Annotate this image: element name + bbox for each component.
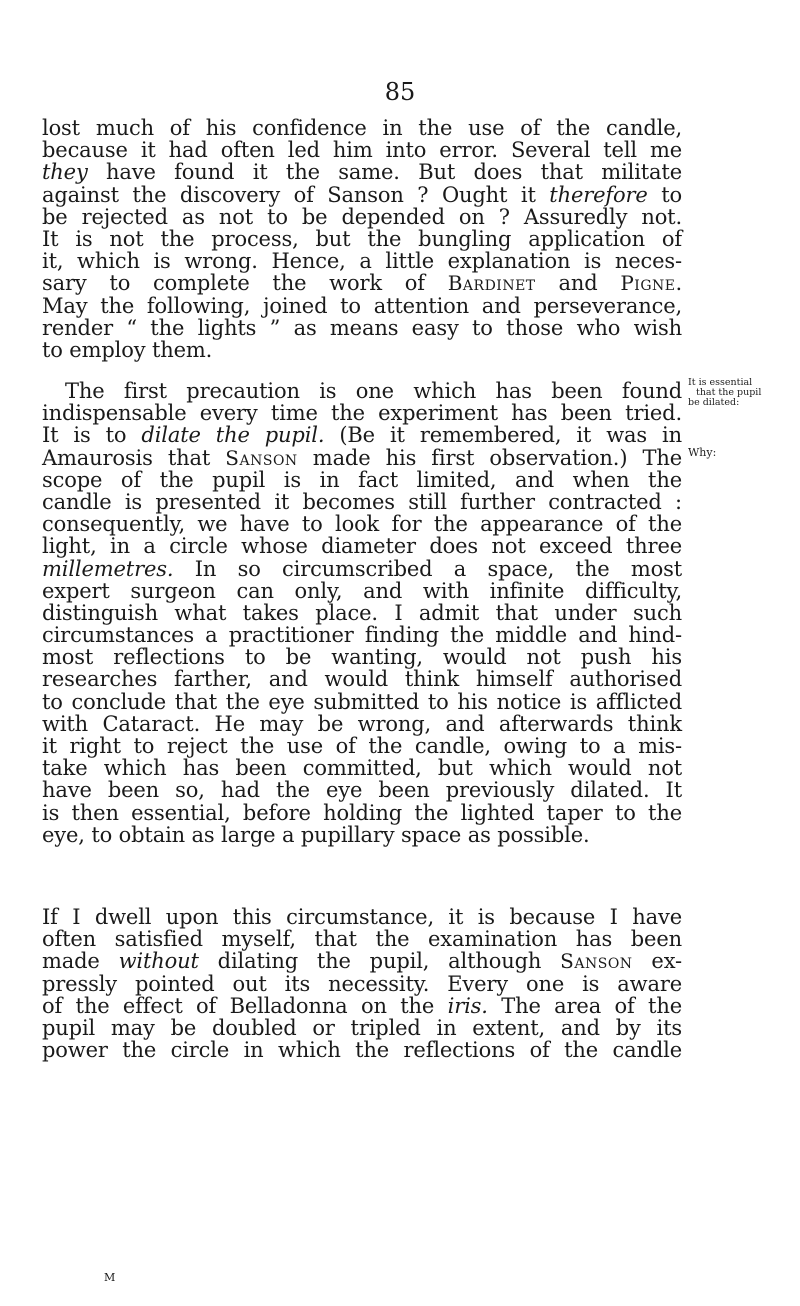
text-line	[42, 668, 682, 690]
text-line	[42, 535, 682, 557]
text-line	[42, 447, 682, 469]
text-run: it, which is wrong. Hence, a little explanation is neces-	[42, 249, 682, 274]
text-run: of the effect of Belladonna on the	[42, 993, 448, 1018]
text-line	[42, 580, 682, 602]
text-line	[42, 802, 682, 824]
italic-text: they	[42, 160, 88, 185]
text-line	[42, 117, 682, 139]
text-run: light, in a circle whose diameter does not exceed three	[42, 534, 682, 559]
text-run: In so circumscribed a space, the most	[173, 556, 682, 581]
italic-text: dilate the pupil.	[141, 423, 325, 448]
text-run: It is to	[42, 423, 142, 448]
text-line	[42, 973, 682, 995]
text-line	[42, 272, 682, 294]
text-run: Amaurosis that	[42, 445, 226, 470]
text-run: The area of the	[487, 993, 682, 1018]
margin-note-essential	[688, 378, 761, 408]
text-run: render “ the lights ” as means easy to those who wish	[42, 315, 682, 340]
text-run: with Cataract. He may be wrong, and afterwards think	[42, 711, 682, 736]
text-line	[42, 713, 682, 735]
text-run: scope of the pupil is in fact limited, and when the	[42, 467, 682, 492]
text-line	[42, 691, 682, 713]
small-caps-name: Sanson	[225, 445, 298, 470]
text-run: sary to complete the work of	[42, 271, 448, 296]
text-run: It is not the process, but the bungling application of	[42, 226, 682, 251]
italic-text: iris.	[447, 993, 488, 1018]
text-line	[42, 228, 682, 250]
text-line	[42, 161, 682, 183]
text-run: The first precaution is one which has been found	[65, 379, 682, 403]
text-line	[42, 295, 682, 317]
text-run: consequently, we have to look for the appearance of the	[42, 512, 682, 537]
text-line	[42, 558, 682, 580]
text-run: If I dwell upon this circumstance, it is because I have	[42, 905, 682, 929]
text-line	[42, 824, 682, 846]
text-run: May the following, joined to attention and perseverance,	[42, 293, 682, 318]
text-run: most reflections to be wanting, would not push his	[42, 645, 682, 670]
text-line	[42, 624, 682, 646]
text-line	[42, 469, 682, 491]
text-run: circumstances a practitioner finding the middle and hind-	[42, 623, 682, 648]
text-run: candle is presented it becomes still further contracted :	[42, 489, 682, 514]
text-line	[42, 646, 682, 668]
text-line	[42, 995, 682, 1017]
italic-text: therefore	[549, 182, 648, 207]
margin-note-line: It is essential	[688, 377, 753, 388]
text-line	[42, 491, 682, 513]
text-line	[42, 1039, 682, 1061]
text-line	[42, 779, 682, 801]
text-line	[42, 1017, 682, 1039]
text-run: be rejected as not to be depended on ? Assuredly not.	[42, 204, 682, 229]
text-run: because it had often led him into error. Several tell me	[42, 138, 682, 163]
text-line	[42, 735, 682, 757]
margin-note-line: be dilated:	[688, 397, 740, 408]
text-line	[42, 402, 682, 424]
text-run: often satisfied myself, that the examination has been	[42, 927, 682, 952]
text-run: distinguish what takes place. I admit that under such	[42, 600, 682, 625]
margin-note-line: that the pupil	[696, 387, 762, 398]
text-line	[42, 206, 682, 228]
text-run: it right to reject the use of the candle, owing to a mis-	[42, 734, 682, 758]
text-line	[42, 602, 682, 624]
text-run: pupil may be doubled or tripled in extent, and by its	[42, 1015, 682, 1040]
text-line	[42, 950, 682, 972]
text-run: made	[42, 949, 119, 974]
text-run: (Be it remembered, it was in	[324, 423, 682, 448]
text-run: ex-	[632, 949, 682, 974]
text-run: to conclude that the eye submitted to his notice is afflicted	[42, 689, 682, 714]
small-caps-name: Pigne	[620, 271, 676, 296]
text-line	[42, 250, 682, 272]
italic-text: without	[118, 949, 199, 974]
small-caps-name: Sanson	[560, 949, 633, 974]
text-run: is then essential, before holding the lighted taper to the	[42, 800, 682, 825]
text-run: researches farther, and would think himself authorised	[42, 667, 682, 692]
text-run: eye, to obtain as large a pupillary space as possible.	[42, 822, 590, 847]
paragraph-3	[42, 906, 682, 1061]
text-line	[42, 184, 682, 206]
text-run: indispensable every time the experiment has been tried.	[42, 401, 682, 426]
text-run: made his first observation.) The	[297, 445, 683, 470]
paragraph-1	[42, 117, 682, 361]
text-run: and	[535, 271, 621, 296]
text-line	[42, 906, 682, 928]
text-run: expert surgeon can only, and with infinite difficulty,	[42, 578, 682, 603]
margin-note-why: Why:	[688, 446, 717, 459]
signature-mark: M	[104, 1271, 116, 1284]
paragraph-2	[42, 380, 682, 846]
text-run: take which has been committed, but which would not	[42, 756, 682, 781]
text-run: lost much of his confidence in the use of the candle,	[42, 116, 682, 140]
text-line	[42, 424, 682, 446]
small-caps-name: Bardinet	[447, 271, 536, 296]
text-run: have been so, had the eye been previously dilated. It	[42, 778, 682, 803]
text-run: to	[647, 182, 683, 207]
text-run: power the circle in which the reflections of the candle	[42, 1038, 682, 1063]
text-line	[42, 757, 682, 779]
text-line	[42, 380, 682, 402]
text-line	[42, 339, 682, 361]
text-run: .	[675, 271, 682, 296]
text-run: dilating the pupil, although	[198, 949, 561, 974]
text-line	[42, 513, 682, 535]
page-number: 85	[384, 78, 416, 106]
text-run: against the discovery of Sanson ? Ought it	[42, 182, 550, 207]
text-run: to employ them.	[42, 337, 213, 362]
text-line	[42, 928, 682, 950]
text-line	[42, 139, 682, 161]
text-line	[42, 317, 682, 339]
text-run: pressly pointed out its necessity. Every one is aware	[42, 971, 682, 996]
italic-text: millemetres.	[42, 556, 174, 581]
text-run: have found it the same. But does that militate	[87, 160, 682, 185]
